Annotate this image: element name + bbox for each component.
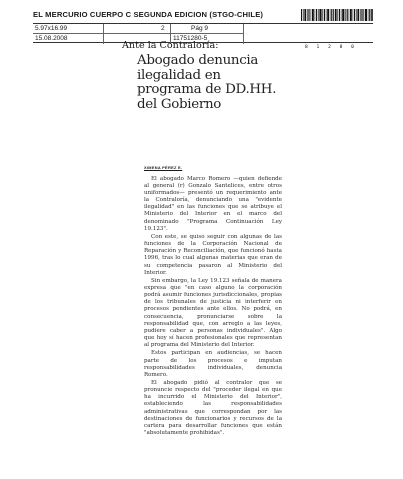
clip-section: 2 — [161, 25, 165, 32]
headline-line: ilegalidad en — [137, 67, 221, 83]
headline-line: programa de DD.HH. — [137, 82, 277, 98]
clip-id: 11751280-5 — [173, 35, 208, 42]
body-paragraph: El abogado Marco Romero —quien defiende al general (r) Gonzalo Santelices, entre otros uniformados— presentó un requerimiento ante la Contraloría, denunciando una "evidente ilegalidad" en las funciones que se atribuye el Ministerio del Interior en el marco del denominado "Programa Continuación Ley 19.123". — [144, 176, 282, 232]
body-paragraph: Estos participan en audiencias, se hacen parte de los procesos e imputan responsabilidades individuales, denuncia Romero. — [144, 350, 282, 378]
publication-title: EL MERCURIO CUERPO C SEGUNDA EDICION (STGO-CHILE) — [33, 10, 264, 19]
clip-page: Pág 9 — [191, 25, 208, 32]
header-bar — [33, 9, 373, 21]
article-body — [144, 176, 282, 438]
article-kicker: Ante la Contraloría: — [122, 40, 219, 51]
body-paragraph: El abogado pidió al contralor que se pronuncie respecto del "proceder ilegal en que ha incurrido el Ministerio del Interior", estableciendo las responsabilidades administrativas que correspondan por las destinaciones de funcionarios y recursos de la cartera para desarrollar funciones que están "absolutamente prohibidas". — [144, 380, 282, 436]
headline-line: Abogado denuncia — [137, 53, 259, 68]
body-paragraph: Con este, se quiso seguir con algunas de las funciones de la Corporación Nacional de Reparación y Reconciliación, que funcionó hasta 1996, tras lo cual algunas materias que eran de su competencia pasaron al Ministerio del Interior. — [144, 234, 282, 276]
article-headline — [137, 54, 287, 112]
body-paragraph: Sin embargo, la Ley 19.123 señala de manera expresa que "en caso alguno la corporación podrá asumir funciones jurisdiccionales, propias de los tribunales de justicia ni interferir en procesos pendientes ante ellos. No podrá, en consecuencia, pronunciarse sobre la responsabilidad que, con arreglo a las leyes, pudiere caber a personas individuales". Algo que hoy sí hacen profesionales que representan al programa del Ministerio del Interior. — [144, 278, 282, 348]
clip-size: 5.97x16.99 — [35, 25, 68, 32]
barcode-icon — [301, 9, 373, 21]
headline-line: del Gobierno — [137, 96, 222, 112]
clip-date: 15.08.2008 — [35, 35, 68, 42]
article-byline: XIMENA PÉREZ E. — [144, 165, 183, 170]
barcode-digits: 8 1 2 8 0 — [305, 45, 357, 50]
